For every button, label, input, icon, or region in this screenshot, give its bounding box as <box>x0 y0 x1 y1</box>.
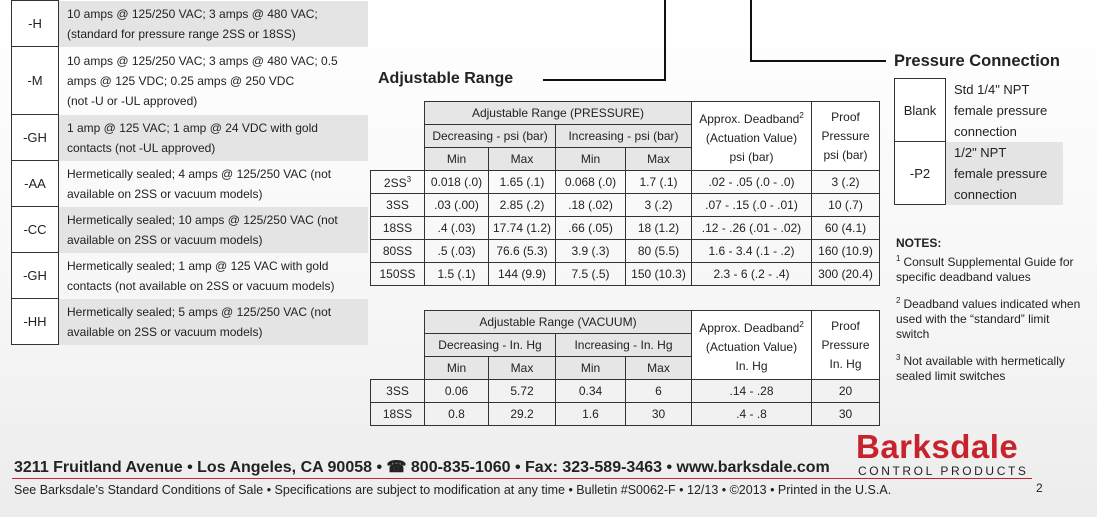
deadband-header: Approx. Deadband$^2$ (Actuation Value) In. Hg <box>692 311 812 380</box>
notes-title: NOTES: <box>896 236 942 250</box>
table-row <box>371 171 880 194</box>
model-cell: 80SS <box>371 240 425 263</box>
max-header: Max <box>626 357 692 380</box>
imin-cell: 3.9 (.3) <box>556 240 626 263</box>
imin-cell: 0.34 <box>556 380 626 403</box>
connection-row <box>895 142 1063 205</box>
dmax-cell: 2.85 (.2) <box>489 194 556 217</box>
connection-code: -P2 <box>895 142 946 205</box>
dmin-cell: .4 (.03) <box>425 217 489 240</box>
dmin-cell: 0.06 <box>425 380 489 403</box>
option-row <box>12 253 368 299</box>
adjustable-range-title: Adjustable Range <box>378 70 514 87</box>
proof-header: Proof Pressure In. Hg <box>812 311 880 380</box>
increasing-header: Increasing - psi (bar) <box>556 125 692 148</box>
table-row <box>371 403 880 426</box>
option-code: -HH <box>12 299 59 345</box>
db-cell: .02 - .05 (.0 - .0) <box>692 171 812 194</box>
barksdale-logo: Barksdale <box>856 428 1019 465</box>
proof-cell: 300 (20.4) <box>812 263 880 286</box>
imin-cell: 1.6 <box>556 403 626 426</box>
vacuum-range-table <box>370 310 880 426</box>
connector-line <box>664 0 666 81</box>
db-cell: .12 - .26 (.01 - .02) <box>692 217 812 240</box>
imax-cell: 150 (10.3) <box>626 263 692 286</box>
option-code: -H <box>12 1 59 47</box>
dmin-cell: .03 (.00) <box>425 194 489 217</box>
imax-cell: 1.7 (.1) <box>626 171 692 194</box>
dmax-cell: 144 (9.9) <box>489 263 556 286</box>
proof-cell: 160 (10.9) <box>812 240 880 263</box>
option-description: 10 amps @ 125/250 VAC; 3 amps @ 480 VAC; (standard for pressure range 2SS or 18SS) <box>59 1 368 47</box>
note-item: $^2$ Deadband values indicated when used with the “standard” limit switch <box>896 296 1081 341</box>
option-row <box>12 299 368 345</box>
option-row <box>12 115 368 161</box>
max-header: Max <box>626 148 692 171</box>
min-header: Min <box>556 148 626 171</box>
option-description: Hermetically sealed; 1 amp @ 125 VAC with gold contacts (not available on 2SS or vacuum models) <box>67 258 335 293</box>
pressure-group-header: Adjustable Range (PRESSURE) <box>425 102 692 125</box>
imax-cell: 6 <box>626 380 692 403</box>
dmin-cell: 0.8 <box>425 403 489 426</box>
option-row <box>12 1 368 47</box>
table-row <box>371 380 880 403</box>
connection-description: 1/2" NPT female pressure connection <box>946 142 1063 205</box>
decreasing-header: Decreasing - In. Hg <box>425 334 556 357</box>
db-cell: 2.3 - 6 (.2 - .4) <box>692 263 812 286</box>
imin-cell: 7.5 (.5) <box>556 263 626 286</box>
option-description: 10 amps @ 125/250 VAC; 3 amps @ 480 VAC; 0.5 amps @ 125 VDC; 0.25 amps @ 250 VDC (not -U or -UL approved) <box>67 53 338 108</box>
deadband-header: Approx. Deadband$^2$ (Actuation Value) psi (bar) <box>692 102 812 171</box>
footer-divider <box>12 478 1032 479</box>
vacuum-group-header: Adjustable Range (VACUUM) <box>425 311 692 334</box>
imin-cell: 0.068 (.0) <box>556 171 626 194</box>
table-row <box>371 240 880 263</box>
db-cell: .14 - .28 <box>692 380 812 403</box>
dmax-cell: 76.6 (5.3) <box>489 240 556 263</box>
increasing-header: Increasing - In. Hg <box>556 334 692 357</box>
note-item: $^1$ Consult Supplemental Guide for specific deadband values <box>896 254 1074 284</box>
proof-cell: 60 (4.1) <box>812 217 880 240</box>
option-row <box>12 47 368 115</box>
connector-line <box>543 79 666 81</box>
option-code: -CC <box>12 207 59 253</box>
proof-cell: 3 (.2) <box>812 171 880 194</box>
option-description: 1 amp @ 125 VAC; 1 amp @ 24 VDC with gold contacts (not -UL approved) <box>59 115 368 161</box>
proof-header: Proof Pressure psi (bar) <box>812 102 880 171</box>
dmax-cell: 5.72 <box>489 380 556 403</box>
imax-cell: 18 (1.2) <box>626 217 692 240</box>
model-cell: $2SS^3$ <box>371 171 425 194</box>
connection-description: Std 1/4" NPT female pressure connection <box>954 81 1048 139</box>
option-code: -GH <box>12 115 59 161</box>
notes <box>896 236 1086 384</box>
imax-cell: 3 (.2) <box>626 194 692 217</box>
footer-address: 3211 Fruitland Avenue • Los Angeles, CA 90058 • ☎ 800-835-1060 • Fax: 323-589-3463 • www.barksdale.com <box>14 459 830 476</box>
logo-tagline: CONTROL PRODUCTS <box>858 464 1029 478</box>
proof-cell: 20 <box>812 380 880 403</box>
imax-cell: 30 <box>626 403 692 426</box>
connection-code: Blank <box>895 79 946 142</box>
dmin-cell: 1.5 (.1) <box>425 263 489 286</box>
note-item: $^3$ Not available with hermetically sealed limit switches <box>896 353 1065 383</box>
dmin-cell: .5 (.03) <box>425 240 489 263</box>
option-code: -M <box>12 47 59 115</box>
pressure-connection-table <box>894 78 1063 205</box>
pressure-range-table <box>370 101 880 286</box>
option-code: -AA <box>12 161 59 207</box>
model-cell: 3SS <box>371 380 425 403</box>
db-cell: 1.6 - 3.4 (.1 - .2) <box>692 240 812 263</box>
model-cell: 18SS <box>371 403 425 426</box>
option-description: Hermetically sealed; 4 amps @ 125/250 VAC (not available on 2SS or vacuum models) <box>67 166 332 201</box>
connector-line <box>750 60 886 62</box>
imax-cell: 80 (5.5) <box>626 240 692 263</box>
max-header: Max <box>489 357 556 380</box>
model-cell: 18SS <box>371 217 425 240</box>
table-row <box>371 217 880 240</box>
page-number: 2 <box>1036 481 1043 495</box>
imin-cell: .66 (.05) <box>556 217 626 240</box>
imin-cell: .18 (.02) <box>556 194 626 217</box>
dmax-cell: 17.74 (1.2) <box>489 217 556 240</box>
min-header: Min <box>556 357 626 380</box>
dmin-cell: 0.018 (.0) <box>425 171 489 194</box>
pressure-connection-title: Pressure Connection <box>894 52 1060 70</box>
dmax-cell: 29.2 <box>489 403 556 426</box>
max-header: Max <box>489 148 556 171</box>
proof-cell: 30 <box>812 403 880 426</box>
option-row <box>12 207 368 253</box>
option-description: Hermetically sealed; 5 amps @ 125/250 VAC (not available on 2SS or vacuum models) <box>59 299 368 345</box>
min-header: Min <box>425 148 489 171</box>
footer-conditions: See Barksdale’s Standard Conditions of Sale • Specifications are subject to modification at any time • Bulletin #S0062-F • 12/13 • ©2013 • Printed in the U.S.A. <box>14 483 892 497</box>
option-code: -GH <box>12 253 59 299</box>
option-row <box>12 161 368 207</box>
connection-row <box>895 79 1063 142</box>
proof-cell: 10 (.7) <box>812 194 880 217</box>
connector-line <box>750 0 752 62</box>
decreasing-header: Decreasing - psi (bar) <box>425 125 556 148</box>
switch-options-table <box>11 0 368 345</box>
db-cell: .4 - .8 <box>692 403 812 426</box>
table-row <box>371 194 880 217</box>
option-description: Hermetically sealed; 10 amps @ 125/250 VAC (not available on 2SS or vacuum models) <box>59 207 368 253</box>
model-cell: 150SS <box>371 263 425 286</box>
dmax-cell: 1.65 (.1) <box>489 171 556 194</box>
table-row <box>371 263 880 286</box>
min-header: Min <box>425 357 489 380</box>
model-cell: 3SS <box>371 194 425 217</box>
db-cell: .07 - .15 (.0 - .01) <box>692 194 812 217</box>
